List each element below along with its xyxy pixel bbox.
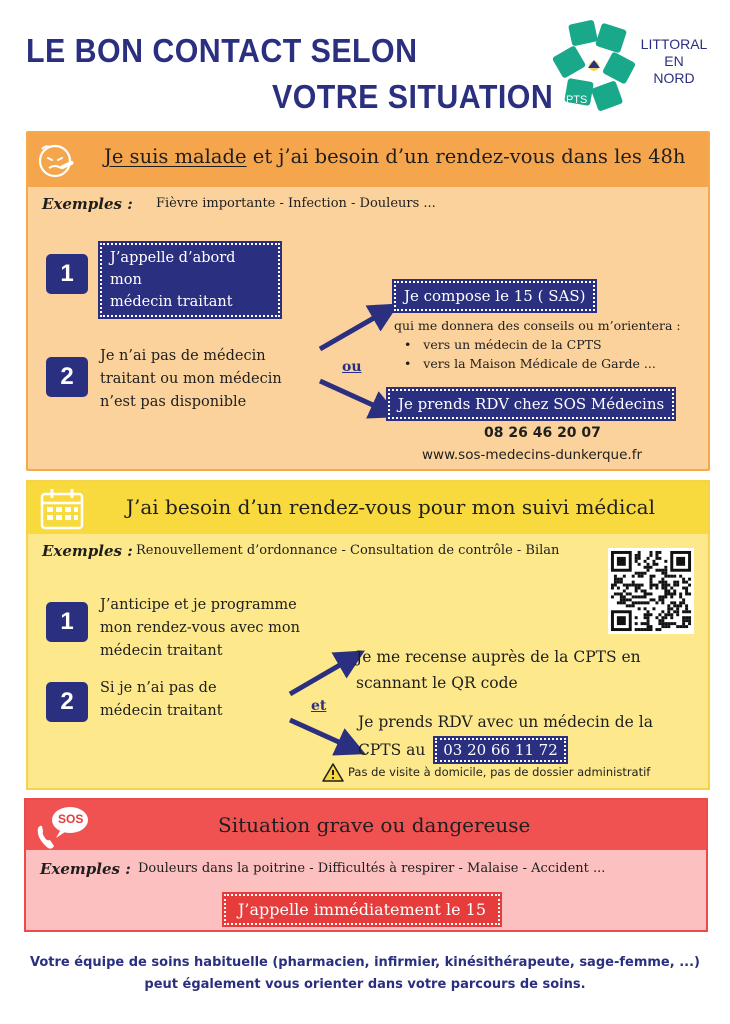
step-1-number: 1 <box>46 254 88 294</box>
examples-label: Exemples : <box>42 195 133 213</box>
step-1-number: 1 <box>46 602 88 642</box>
logo-badge: CPTS <box>558 94 588 106</box>
option-cpts-rdv: Je prends RDV avec un médecin de la CPTS au 03 20 66 11 72 <box>358 708 653 764</box>
cpts-logo <box>548 14 718 118</box>
sos-label: SOS <box>58 812 84 826</box>
step-2-number: 2 <box>46 357 88 397</box>
section-follow-up <box>26 480 710 790</box>
emergency-action: J’appelle immédiatement le 15 <box>224 894 500 925</box>
conjunction-et: et <box>311 698 327 714</box>
examples-label: Exemples : <box>40 860 131 878</box>
option-sas-desc: qui me donnera des conseils ou m’orientera : <box>394 318 681 333</box>
examples-label: Exemples : <box>42 542 133 560</box>
option-sas-bullet-1: • vers un médecin de la CPTS <box>404 337 602 352</box>
footer-note: Votre équipe de soins habituelle (pharmacien, infirmier, kinésithérapeute, sage-femme, ...) peut également vous orienter dans votre parcours de soins. <box>30 955 700 992</box>
cpts-phone-number[interactable]: 03 20 66 11 72 <box>435 738 566 762</box>
warning-icon <box>322 762 344 782</box>
page-title-line1: LE BON CONTACT SELON <box>26 32 418 69</box>
page-title-line2: VOTRE SITUATION <box>272 78 554 115</box>
option-sas-bullet-2: • vers la Maison Médicale de Garde ... <box>404 356 656 371</box>
section-sick-48h <box>26 131 710 471</box>
logo-text: LITTORAL EN NORD <box>640 36 708 86</box>
sos-phone-number: 08 26 46 20 07 <box>484 425 601 441</box>
step-2-text: Je n’ai pas de médecin traitant ou mon médecin n’est pas disponible <box>100 348 282 410</box>
warning-text: Pas de visite à domicile, pas de dossier administratif <box>348 765 651 779</box>
sick-face-icon <box>34 139 76 181</box>
qr-code-icon[interactable] <box>608 548 694 634</box>
step-2-number: 2 <box>46 682 88 722</box>
conjunction-ou: ou <box>342 359 362 375</box>
option-cpts-census: Je me recense auprès de la CPTS en scannant le QR code <box>356 648 641 692</box>
section-title: Situation grave ou dangereuse <box>218 813 531 837</box>
option-sos-medecins: Je prends RDV chez SOS Médecins <box>388 389 674 419</box>
examples-list: Fièvre importante - Infection - Douleurs ... <box>156 196 436 211</box>
examples-list: Douleurs dans la poitrine - Difficultés à respirer - Malaise - Accident ... <box>138 861 606 876</box>
step-1-text: J’anticipe et je programme mon rendez-vous avec mon médecin traitant <box>100 597 300 659</box>
section-emergency <box>24 798 708 932</box>
step-1-text: J’appelle d’abord mon médecin traitant <box>100 243 280 317</box>
sos-website[interactable]: www.sos-medecins-dunkerque.fr <box>422 447 643 463</box>
calendar-icon <box>38 486 86 532</box>
section-title: J’ai besoin d’un rendez-vous pour mon suivi médical <box>126 495 655 519</box>
section-title: Je suis malade et j’ai besoin d’un rendez-vous dans les 48h <box>104 145 686 168</box>
examples-list: Renouvellement d’ordonnance - Consultation de contrôle - Bilan <box>136 543 560 558</box>
step-2-text: Si je n’ai pas de médecin traitant <box>100 680 223 719</box>
option-sas: Je compose le 15 ( SAS) <box>394 281 595 311</box>
